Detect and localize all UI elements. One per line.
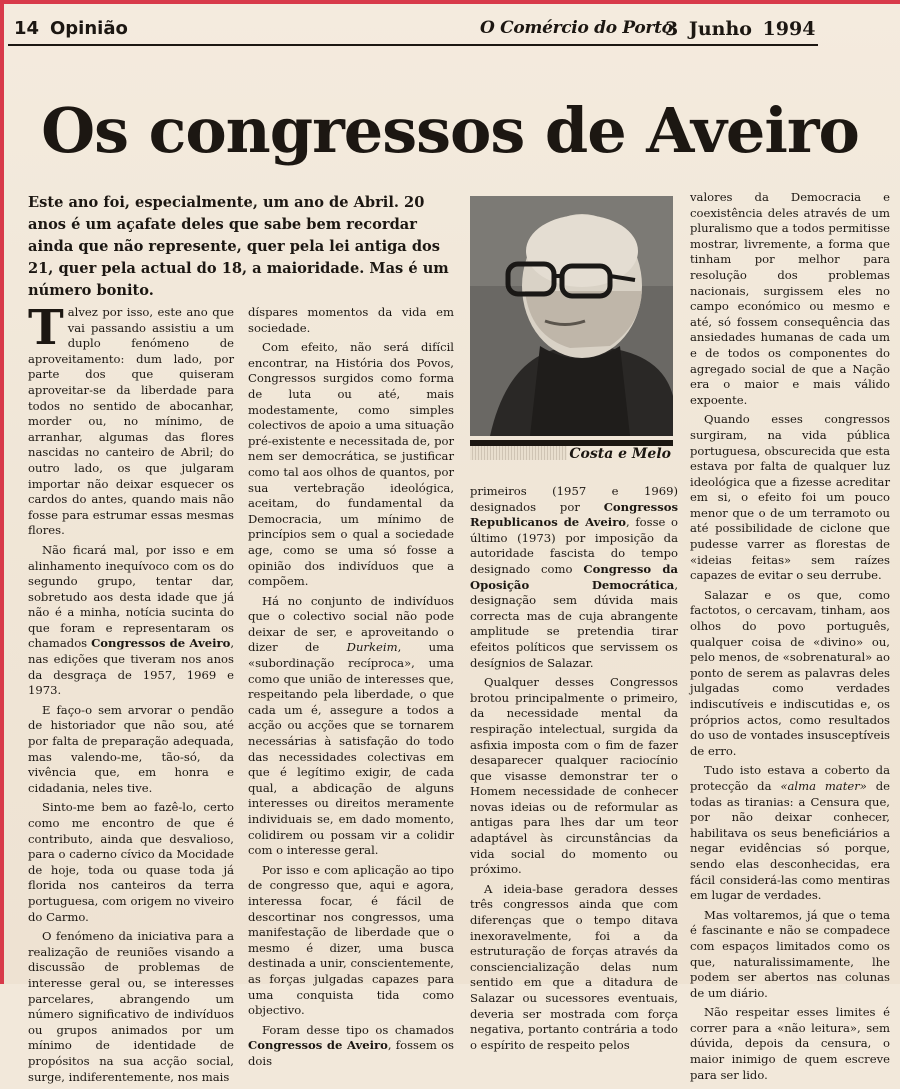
paragraph: Não respeitar esses limites é correr para a «não leitura», sem dúvida, depois da censura, o maior inimigo de quem escreve para ser lido.	[690, 1005, 890, 1082]
photo-caption: Costa e Melo	[470, 440, 673, 460]
paragraph: A ideia-base geradora desses três congressos ainda que com diferenças que o tempo ditava inexoravelmente, foi a da estruturação de forças através da consciencialização delas num sentido em que a ditadura de Salazar ou sucessores eventuais, deveria ser mostrada com força negativa, portanto contrária a todo o espírito de respeito pelos	[470, 881, 678, 1052]
paragraph: Qualquer desses Congressos brotou principalmente o primeiro, da necessidade mental da respiração intelectual, surgida da asfixia imposta com o fim de fazer desaparecer qualquer raciocínio que visasse demonstrar ter o Homem necessidade de conhecer novas ideias ou de reformular as antigas para lhes dar um teor adaptável às circunstâncias da vida social do momento ou próximo.	[470, 675, 678, 877]
paragraph: Mas voltaremos, já que o tema é fascinante e não se compadece com espaços limitados como os que, naturalissimamente, lhe podem ser abertos nas colunas de um diário.	[690, 907, 890, 1000]
article-column-2	[248, 305, 454, 1074]
paragraph: Quando esses congressos surgiram, na vida pública portuguesa, obscurecida que esta estava por falta de qualquer luz ideológica que a fizesse acreditar em si, o efeito foi um pouco menor que o de um terramoto ou até possibilidade de ciclone que pudesse varrer as florestas de «ideias feitas» sem raízes capazes de evitar o seu derrube.	[690, 412, 890, 583]
paragraph: díspares momentos da vida em sociedade.	[248, 305, 454, 335]
paragraph: Foram desse tipo os chamados Congressos de Aveiro, fossem os dois	[248, 1022, 454, 1068]
portrait-illustration	[470, 196, 673, 436]
red-border-top	[0, 0, 900, 4]
article-title: Os congressos de Aveiro	[41, 94, 859, 167]
issue-date: 3 Junho 1994	[665, 18, 816, 40]
paragraph: Com efeito, não será difícil encontrar, na História dos Povos, Congressos surgidos como forma de luta ou até, mais modestamente, como simples colectivos de apoio a uma situação pré-existente e necessitada de, por nem ser democrática, se justificar como tal aos olhos de quantos, por sua vertebração ideológica, aceitam, do fundamental da Democracia, um mínimo de princípios sem o qual a sociedade age, como se uma só fosse a opinião dos indivíduos que a compõem.	[248, 340, 455, 589]
drop-cap: T	[28, 300, 64, 356]
article-column-1	[28, 300, 234, 1089]
paragraph: Há no conjunto de indivíduos que o colectivo social não pode deixar de ser, e aproveitando o dizer de Durkeim, uma «subordinação recíproca», uma como que união de interesses que, respeitando pela liberdade, o que cada um é, assegure a todos a acção ou acções que se tornarem necessárias à satisfação do todo das necessidades colectivas em que é legítimo exigir, de cada qual, a abdicação de alguns interesses ou direitos meramente individuais se, em dado momento, colidirem ou possam vir a colidir com o interesse geral.	[248, 593, 455, 858]
newspaper-masthead: O Comércio do Porto	[480, 18, 673, 38]
paragraph: O fenómeno da iniciativa para a realização de reuniões visando a discussão de problemas de interesse geral ou, se interesses parcelares, abrangendo um número significativo de indivíduos ou grupos animados por um mínimo de identidade de propósitos na sua acção social, surge, indiferentemente, nos mais	[28, 929, 234, 1084]
paragraph: primeiros (1957 e 1969) designados por Congressos Republicanos de Aveiro, fosse o último (1973) por imposição da autoridade fascista do tempo designado como Congresso da Oposição Democrática, designação sem dúvida mais correcta mas de cuja abrangente amplitude se pretendia tirar efeitos políticos que servissem os desígnios de Salazar.	[470, 484, 678, 670]
paragraph: Não ficará mal, por isso e em alinhamento inequívoco com os do segundo grupo, tentar dar, sobretudo aos desta idade que já não é a minha, notícia sucinta do que foram e representaram os chamados Congressos de Aveiro, nas edições que tiveram nos anos da desgraça de 1957, 1969 e 1973.	[28, 542, 234, 698]
author-photo	[470, 196, 673, 436]
section-name: Opinião	[50, 18, 128, 39]
article-column-3	[470, 484, 678, 1057]
page-header	[10, 14, 890, 48]
paragraph: Salazar e os que, como factotos, o cercavam, tinham, aos olhos do povo português, qualquer coisa de «divino» ou, pelo menos, de «sobrenatural» ao ponto de serem as palavras deles julgadas como verdades indiscutíveis e indiscutidas e, os próprios actos, como resultados do uso de vontades insusceptíveis de erro.	[690, 587, 890, 758]
paragraph: Talvez por isso, este ano que vai passando assistiu a um duplo fenómeno de aproveitamento: dum lado, por parte dos que quiseram aproveitar-se da liberdade para todos no sentido de abocanhar, morder ou, no mínimo, de arranhar, algumas das flores nascidas no canteiro de Abril; do outro lado, os que julgaram importar não deixar esquecer os cardos do antes, quando mais não fosse para estrumar essas mesmas flores.	[28, 300, 234, 538]
paragraph: E faço-o sem arvorar o pendão de historiador que não sou, até por falta de preparação adequada, mas valendo-me, tão-só, da vivência que, em honra e cidadania, neles tive.	[28, 702, 234, 795]
page-number: 14	[14, 18, 40, 39]
article-lead: Este ano foi, especialmente, um ano de Abril. 20 anos é um açafate deles que sabe bem recordar ainda que não represente, quer pela lei antiga dos 21, quer pela actual do 18, a maioridade. Mas é um número bonito.	[28, 194, 449, 299]
paragraph: Tudo isto estava a coberto da protecção da «alma mater» de todas as tiranias: a Censura que, por não deixar conhecer, habilitava os seus beneficiários a negar evidências só porque, sendo elas desconhecidas, era fácil considerá-las como mentiras em lugar de verdades.	[690, 763, 891, 903]
paragraph: Sinto-me bem ao fazê-lo, certo como me encontro de que é contributo, ainda que desvalioso, para o caderno cívico da Mocidade de hoje, toda ou quase toda já florida nos canteiros da terra portuguesa, com origem no viveiro do Carmo.	[28, 800, 234, 924]
header-rule	[8, 44, 818, 46]
paragraph: valores da Democracia e coexistência deles através de um pluralismo que a todos permitisse mostrar, livremente, a forma que tinham por melhor para resolução dos problemas nacionais, surgissem eles no campo económico ou mesmo e até, só fossem consequência das ansiedades humanas de cada um e de todos os componentes do agregado social de que a Nação era o maior e mais válido expoente.	[690, 190, 890, 407]
article-column-4	[690, 190, 890, 1087]
paragraph: Por isso e com aplicação ao tipo de congresso que, aqui e agora, interessa focar, é fácil de descortinar nos congressos, uma manifestação de liberdade que o mesmo é dizer, uma busca destinada a unir, conscientemente, as forças julgadas capazes para uma conquista tida como objectivo.	[248, 862, 454, 1018]
